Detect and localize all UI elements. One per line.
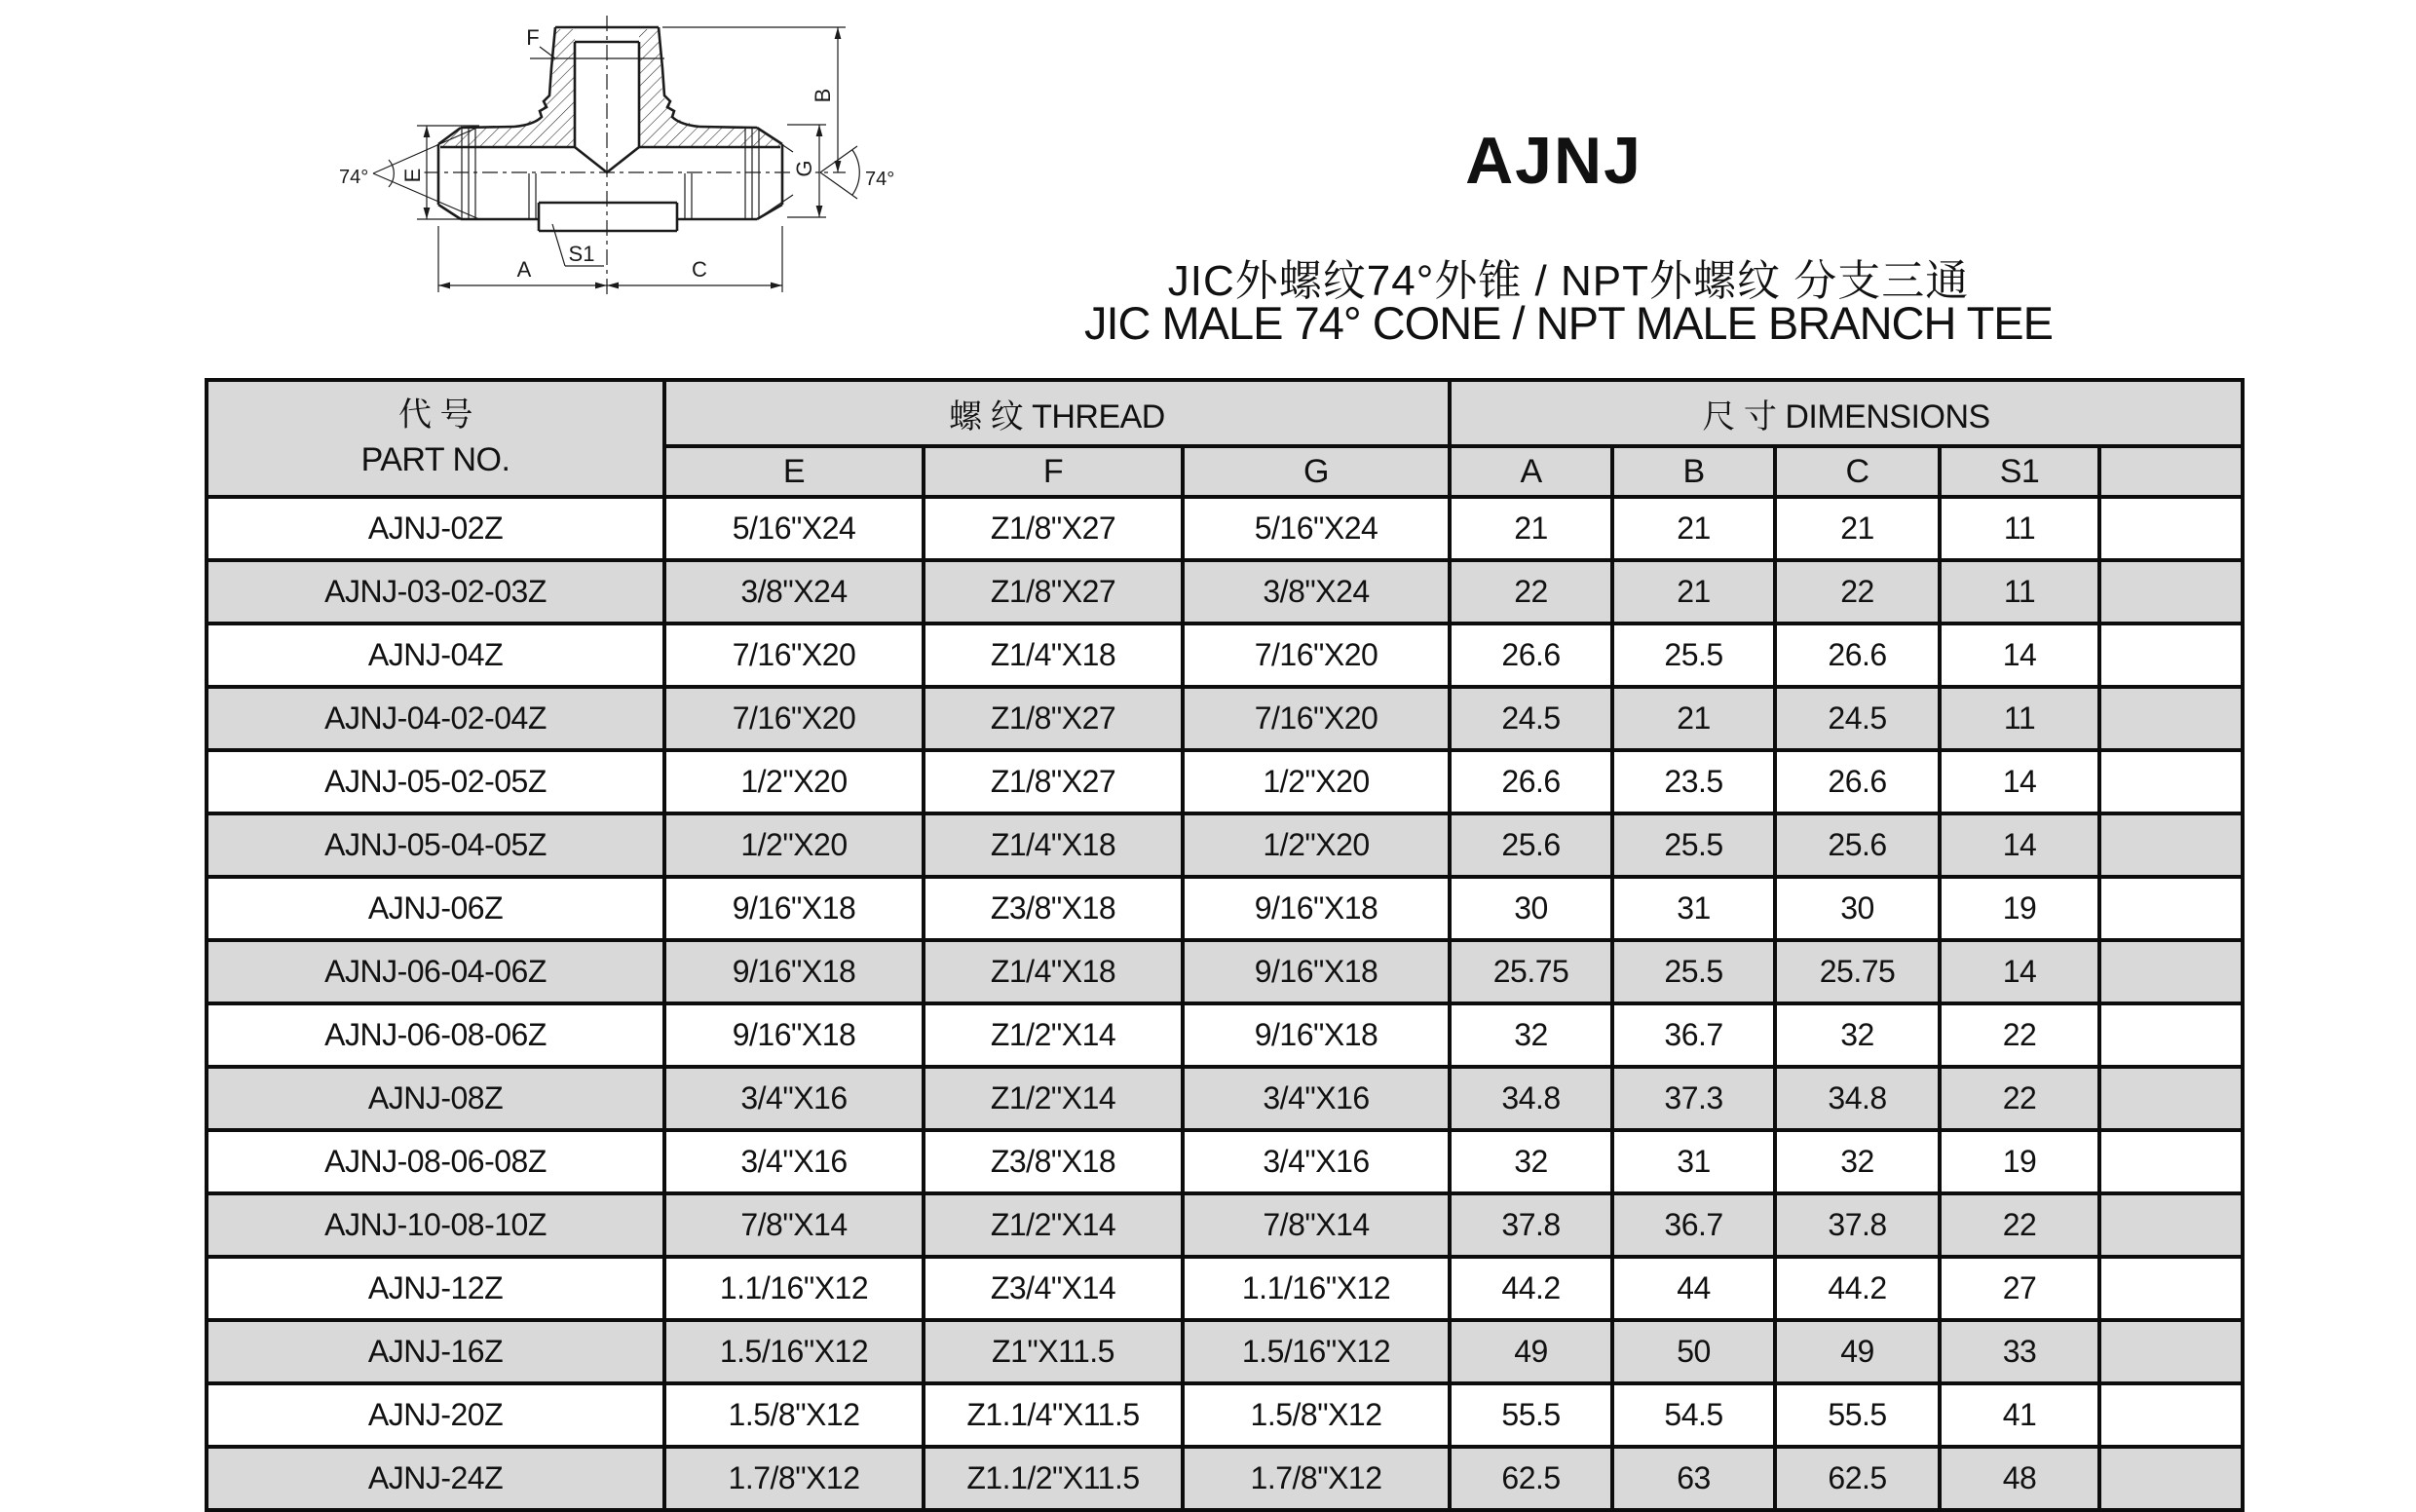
col-header-s1: S1 xyxy=(1940,446,2099,497)
table-row xyxy=(207,1067,2243,1130)
cell-dim-b: 25.5 xyxy=(1612,813,1775,877)
cell-thread-f: Z1/2"X14 xyxy=(924,1003,1183,1067)
table-row xyxy=(207,1193,2243,1257)
cell-thread-f: Z1/2"X14 xyxy=(924,1067,1183,1130)
cell-thread-g: 1/2"X20 xyxy=(1183,813,1450,877)
cell-dim-s1: 11 xyxy=(1940,497,2099,560)
cell-thread-e: 7/16"X20 xyxy=(664,624,924,687)
cell-dim-s1: 48 xyxy=(1940,1447,2099,1510)
cell-dim-a: 25.6 xyxy=(1450,813,1612,877)
cell-thread-g: 3/4"X16 xyxy=(1183,1067,1450,1130)
cell-part-no: AJNJ-05-02-05Z xyxy=(207,750,664,813)
cell-thread-f: Z1/4"X18 xyxy=(924,813,1183,877)
col-group-thread: 螺 纹 THREAD xyxy=(664,380,1450,446)
cell-thread-e: 3/4"X16 xyxy=(664,1067,924,1130)
cell-dim-c: 25.6 xyxy=(1775,813,1940,877)
part-no-cn: 代 号 xyxy=(398,397,472,435)
cell-dim-s1: 27 xyxy=(1940,1257,2099,1320)
cell-thread-g: 7/16"X20 xyxy=(1183,624,1450,687)
table-row xyxy=(207,624,2243,687)
cell-empty xyxy=(2099,1003,2243,1067)
cell-empty xyxy=(2099,813,2243,877)
subtitle-chinese: JIC外螺纹74°外锥 / NPT外螺纹 分支三通 xyxy=(1167,257,1970,305)
cell-dim-s1: 22 xyxy=(1940,1193,2099,1257)
cell-dim-c: 32 xyxy=(1775,1003,1940,1067)
cell-thread-g: 1.5/8"X12 xyxy=(1183,1383,1450,1447)
label-angle-left: 74° xyxy=(339,167,369,188)
cell-dim-c: 55.5 xyxy=(1775,1383,1940,1447)
cell-thread-e: 1.5/16"X12 xyxy=(664,1320,924,1383)
col-header-empty xyxy=(2099,446,2243,497)
cell-thread-g: 1.7/8"X12 xyxy=(1183,1447,1450,1510)
cell-thread-f: Z1/8"X27 xyxy=(924,560,1183,624)
cell-dim-c: 32 xyxy=(1775,1130,1940,1193)
cell-thread-g: 7/16"X20 xyxy=(1183,687,1450,750)
cell-dim-s1: 41 xyxy=(1940,1383,2099,1447)
table-row xyxy=(207,1130,2243,1193)
cell-empty xyxy=(2099,877,2243,940)
cell-thread-e: 9/16"X18 xyxy=(664,1003,924,1067)
cell-dim-a: 44.2 xyxy=(1450,1257,1612,1320)
cell-dim-a: 62.5 xyxy=(1450,1447,1612,1510)
cell-dim-c: 49 xyxy=(1775,1320,1940,1383)
cell-thread-g: 1/2"X20 xyxy=(1183,750,1450,813)
cell-part-no: AJNJ-03-02-03Z xyxy=(207,560,664,624)
cell-part-no: AJNJ-02Z xyxy=(207,497,664,560)
cell-thread-e: 1.1/16"X12 xyxy=(664,1257,924,1320)
cell-thread-f: Z1.1/2"X11.5 xyxy=(924,1447,1183,1510)
cell-thread-g: 1.5/16"X12 xyxy=(1183,1320,1450,1383)
cell-dim-a: 49 xyxy=(1450,1320,1612,1383)
col-header-c: C xyxy=(1775,446,1940,497)
col-header-part-no xyxy=(207,380,664,497)
cell-part-no: AJNJ-10-08-10Z xyxy=(207,1193,664,1257)
table-row xyxy=(207,877,2243,940)
table-body xyxy=(207,497,2243,1510)
part-no-en: PART NO. xyxy=(360,441,510,478)
table-row xyxy=(207,1447,2243,1510)
table-row xyxy=(207,1257,2243,1320)
table-row xyxy=(207,687,2243,750)
cell-thread-g: 9/16"X18 xyxy=(1183,940,1450,1003)
label-angle-right: 74° xyxy=(865,169,895,190)
cell-dim-b: 31 xyxy=(1612,1130,1775,1193)
cell-dim-s1: 11 xyxy=(1940,560,2099,624)
cell-dim-s1: 22 xyxy=(1940,1067,2099,1130)
cell-dim-c: 21 xyxy=(1775,497,1940,560)
cell-thread-f: Z3/8"X18 xyxy=(924,877,1183,940)
cell-dim-b: 31 xyxy=(1612,877,1775,940)
table-row xyxy=(207,750,2243,813)
cell-dim-s1: 19 xyxy=(1940,877,2099,940)
cell-thread-e: 7/8"X14 xyxy=(664,1193,924,1257)
cell-dim-b: 21 xyxy=(1612,497,1775,560)
cell-thread-e: 1.7/8"X12 xyxy=(664,1447,924,1510)
cell-thread-e: 5/16"X24 xyxy=(664,497,924,560)
cell-dim-b: 63 xyxy=(1612,1447,1775,1510)
cell-empty xyxy=(2099,1067,2243,1130)
table-header xyxy=(207,380,2243,497)
cell-part-no: AJNJ-05-04-05Z xyxy=(207,813,664,877)
table-row xyxy=(207,1003,2243,1067)
cell-dim-s1: 19 xyxy=(1940,1130,2099,1193)
cell-empty xyxy=(2099,560,2243,624)
cell-dim-b: 44 xyxy=(1612,1257,1775,1320)
col-group-dimensions: 尺 寸 DIMENSIONS xyxy=(1450,380,2243,446)
table-row xyxy=(207,940,2243,1003)
cell-part-no: AJNJ-20Z xyxy=(207,1383,664,1447)
label-g: G xyxy=(792,160,816,177)
cell-thread-g: 7/8"X14 xyxy=(1183,1193,1450,1257)
cell-dim-a: 30 xyxy=(1450,877,1612,940)
cell-thread-f: Z3/8"X18 xyxy=(924,1130,1183,1193)
cell-dim-a: 26.6 xyxy=(1450,624,1612,687)
cell-dim-s1: 14 xyxy=(1940,750,2099,813)
cell-dim-b: 25.5 xyxy=(1612,940,1775,1003)
cell-dim-s1: 11 xyxy=(1940,687,2099,750)
cell-empty xyxy=(2099,1257,2243,1320)
cell-empty xyxy=(2099,624,2243,687)
cell-dim-s1: 14 xyxy=(1940,624,2099,687)
cell-dim-b: 36.7 xyxy=(1612,1003,1775,1067)
col-header-g: G xyxy=(1183,446,1450,497)
cell-dim-b: 37.3 xyxy=(1612,1067,1775,1130)
cell-dim-b: 23.5 xyxy=(1612,750,1775,813)
cell-thread-f: Z1/2"X14 xyxy=(924,1193,1183,1257)
table-row xyxy=(207,497,2243,560)
cell-dim-c: 34.8 xyxy=(1775,1067,1940,1130)
cell-dim-c: 26.6 xyxy=(1775,624,1940,687)
cell-dim-a: 37.8 xyxy=(1450,1193,1612,1257)
label-f: F xyxy=(526,25,540,50)
cell-dim-s1: 14 xyxy=(1940,940,2099,1003)
label-b: B xyxy=(811,88,835,103)
cell-thread-f: Z1/4"X18 xyxy=(924,940,1183,1003)
cell-thread-f: Z1/8"X27 xyxy=(924,750,1183,813)
cell-dim-c: 30 xyxy=(1775,877,1940,940)
cell-part-no: AJNJ-12Z xyxy=(207,1257,664,1320)
col-header-f: F xyxy=(924,446,1183,497)
cell-part-no: AJNJ-08-06-08Z xyxy=(207,1130,664,1193)
cell-dim-s1: 33 xyxy=(1940,1320,2099,1383)
cell-thread-e: 9/16"X18 xyxy=(664,877,924,940)
table-row xyxy=(207,1320,2243,1383)
cell-dim-b: 36.7 xyxy=(1612,1193,1775,1257)
cell-empty xyxy=(2099,1130,2243,1193)
col-header-b: B xyxy=(1612,446,1775,497)
cell-empty xyxy=(2099,497,2243,560)
cell-thread-g: 1.1/16"X12 xyxy=(1183,1257,1450,1320)
cell-dim-c: 24.5 xyxy=(1775,687,1940,750)
cell-dim-a: 26.6 xyxy=(1450,750,1612,813)
cell-dim-c: 22 xyxy=(1775,560,1940,624)
cell-dim-a: 25.75 xyxy=(1450,940,1612,1003)
cell-thread-g: 3/4"X16 xyxy=(1183,1130,1450,1193)
cell-thread-g: 9/16"X18 xyxy=(1183,877,1450,940)
page-title: AJNJ xyxy=(1465,124,1642,198)
label-e: E xyxy=(400,168,425,183)
spec-table xyxy=(205,378,2245,1512)
label-s1: S1 xyxy=(568,242,595,266)
cell-thread-e: 1.5/8"X12 xyxy=(664,1383,924,1447)
cell-dim-a: 32 xyxy=(1450,1003,1612,1067)
cell-dim-b: 21 xyxy=(1612,687,1775,750)
cell-dim-b: 50 xyxy=(1612,1320,1775,1383)
table-row xyxy=(207,560,2243,624)
cell-thread-e: 3/8"X24 xyxy=(664,560,924,624)
cell-thread-f: Z1.1/4"X11.5 xyxy=(924,1383,1183,1447)
cell-thread-g: 3/8"X24 xyxy=(1183,560,1450,624)
cell-part-no: AJNJ-04Z xyxy=(207,624,664,687)
header-row-groups xyxy=(207,380,2243,446)
hex-outline xyxy=(539,203,677,231)
cell-dim-c: 44.2 xyxy=(1775,1257,1940,1320)
cell-thread-f: Z1/4"X18 xyxy=(924,624,1183,687)
cell-dim-c: 25.75 xyxy=(1775,940,1940,1003)
table-row xyxy=(207,1383,2243,1447)
cell-dim-c: 26.6 xyxy=(1775,750,1940,813)
cell-dim-a: 32 xyxy=(1450,1130,1612,1193)
cell-thread-f: Z1/8"X27 xyxy=(924,687,1183,750)
cell-thread-g: 9/16"X18 xyxy=(1183,1003,1450,1067)
cell-thread-f: Z3/4"X14 xyxy=(924,1257,1183,1320)
cell-part-no: AJNJ-04-02-04Z xyxy=(207,687,664,750)
cell-thread-f: Z1/8"X27 xyxy=(924,497,1183,560)
cell-thread-e: 1/2"X20 xyxy=(664,813,924,877)
cell-dim-s1: 14 xyxy=(1940,813,2099,877)
cell-thread-f: Z1"X11.5 xyxy=(924,1320,1183,1383)
cell-part-no: AJNJ-06-04-06Z xyxy=(207,940,664,1003)
label-c: C xyxy=(692,257,707,282)
cell-empty xyxy=(2099,1383,2243,1447)
cell-thread-e: 7/16"X20 xyxy=(664,687,924,750)
cell-dim-b: 54.5 xyxy=(1612,1383,1775,1447)
cell-dim-b: 21 xyxy=(1612,560,1775,624)
cell-dim-a: 22 xyxy=(1450,560,1612,624)
cell-thread-e: 1/2"X20 xyxy=(664,750,924,813)
cell-thread-g: 5/16"X24 xyxy=(1183,497,1450,560)
subtitle-english: JIC MALE 74° CONE / NPT MALE BRANCH TEE xyxy=(1083,297,2054,349)
cell-dim-c: 62.5 xyxy=(1775,1447,1940,1510)
cell-part-no: AJNJ-16Z xyxy=(207,1320,664,1383)
cell-dim-s1: 22 xyxy=(1940,1003,2099,1067)
col-header-a: A xyxy=(1450,446,1612,497)
col-header-e: E xyxy=(664,446,924,497)
cell-empty xyxy=(2099,1320,2243,1383)
cell-empty xyxy=(2099,687,2243,750)
cell-dim-b: 25.5 xyxy=(1612,624,1775,687)
cell-thread-e: 9/16"X18 xyxy=(664,940,924,1003)
label-a: A xyxy=(516,257,532,282)
cell-empty xyxy=(2099,940,2243,1003)
cell-empty xyxy=(2099,750,2243,813)
cell-part-no: AJNJ-06-08-06Z xyxy=(207,1003,664,1067)
cell-part-no: AJNJ-08Z xyxy=(207,1067,664,1130)
table-row xyxy=(207,813,2243,877)
cell-part-no: AJNJ-24Z xyxy=(207,1447,664,1510)
technical-drawing xyxy=(331,10,916,312)
cell-dim-a: 21 xyxy=(1450,497,1612,560)
cell-part-no: AJNJ-06Z xyxy=(207,877,664,940)
cell-dim-c: 37.8 xyxy=(1775,1193,1940,1257)
cell-dim-a: 24.5 xyxy=(1450,687,1612,750)
cell-thread-e: 3/4"X16 xyxy=(664,1130,924,1193)
cell-dim-a: 34.8 xyxy=(1450,1067,1612,1130)
cell-empty xyxy=(2099,1447,2243,1510)
cell-dim-a: 55.5 xyxy=(1450,1383,1612,1447)
cell-empty xyxy=(2099,1193,2243,1257)
